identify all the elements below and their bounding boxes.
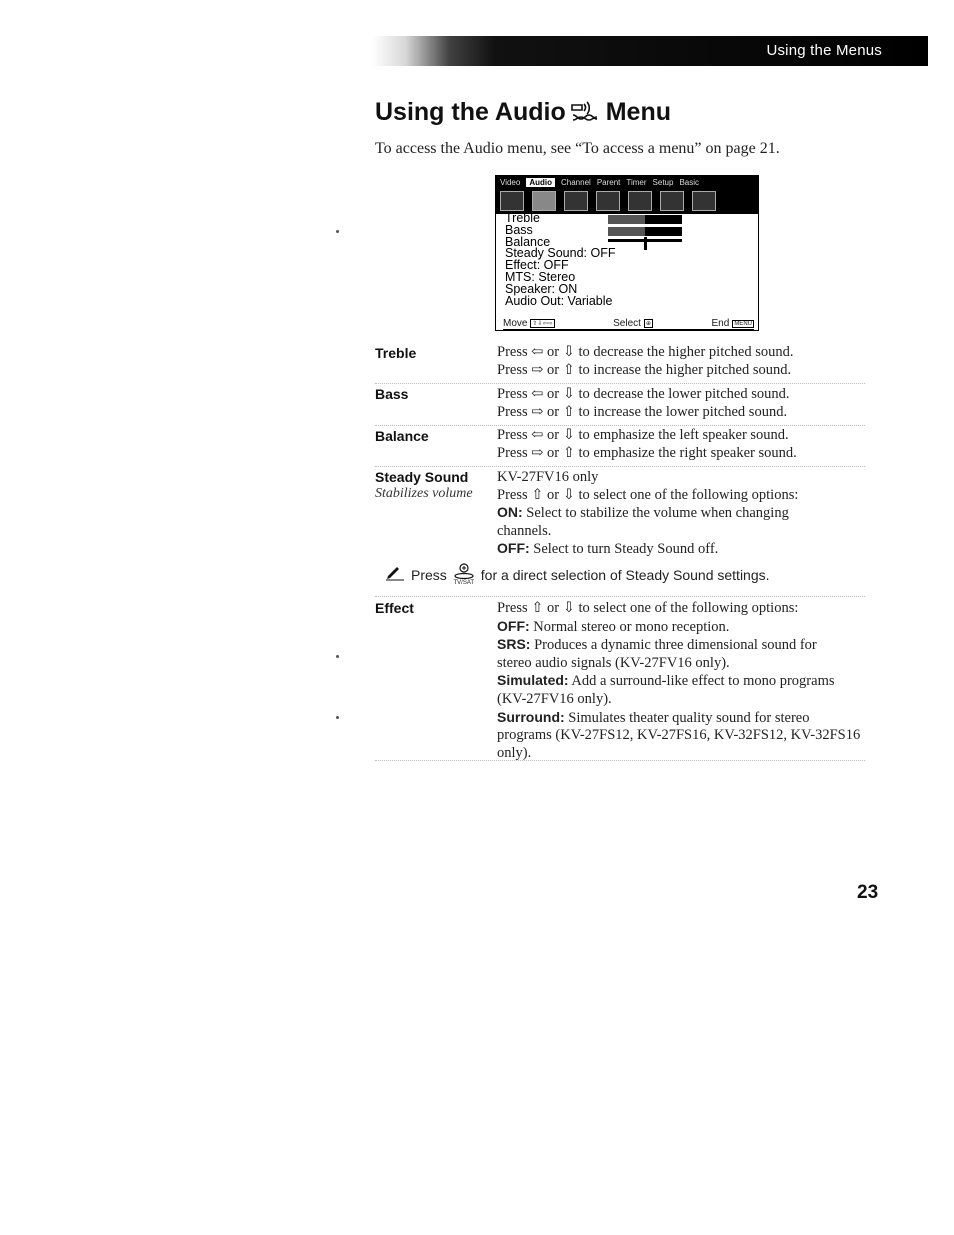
desc-line bbox=[497, 709, 877, 728]
desc-line: (KV-27FV16 only). bbox=[497, 690, 612, 707]
option-text: Add a surround-like effect to mono programs bbox=[568, 673, 835, 690]
select-key-icon: ⊕ bbox=[645, 321, 651, 327]
osd-tab-audio: Audio bbox=[526, 178, 555, 187]
desc-line: Press ⇦ or ⇩ to emphasize the left speaker sound. bbox=[497, 427, 789, 443]
basic-icon bbox=[692, 191, 716, 211]
subterm-steady-sound: Stabilizes volume bbox=[375, 486, 473, 501]
desc-line: Press ⇨ or ⇧ to increase the higher pitched sound. bbox=[497, 361, 792, 378]
audio-icon bbox=[532, 191, 556, 211]
osd-item-audio-out: Audio Out: Variable bbox=[505, 293, 613, 308]
desc-effect bbox=[497, 600, 877, 762]
intro-text: To access the Audio menu, see “To access a menu” on page 21. bbox=[375, 140, 780, 157]
move-label: Move bbox=[503, 318, 528, 329]
osd-tab-timer: Timer bbox=[626, 177, 647, 187]
term-effect: Effect bbox=[375, 600, 414, 616]
treble-level-fill bbox=[608, 215, 645, 224]
option-label: OFF: bbox=[497, 540, 530, 557]
option-label: Simulated: bbox=[497, 672, 569, 689]
note bbox=[385, 563, 770, 587]
note-pencil-icon bbox=[385, 567, 405, 584]
desc-line: Press ⇧ or ⇩ to select one of the following options: bbox=[497, 486, 799, 503]
bass-level-fill bbox=[608, 227, 645, 236]
osd-footer bbox=[503, 317, 754, 330]
option-text: Select to stabilize the volume when changing bbox=[522, 505, 789, 522]
divider bbox=[375, 596, 865, 597]
option-text: Simulates theater quality sound for stereo bbox=[564, 709, 810, 726]
desc-line: KV-27FV16 only bbox=[497, 469, 599, 485]
timer-icon bbox=[628, 191, 652, 211]
divider bbox=[375, 383, 865, 384]
desc-line: Press ⇨ or ⇧ to increase the lower pitched sound. bbox=[497, 403, 788, 420]
desc-line: Press ⇦ or ⇩ to decrease the higher pitched sound. bbox=[497, 344, 794, 360]
video-icon bbox=[500, 191, 524, 211]
option-label: ON: bbox=[497, 504, 523, 521]
term-steady-sound: Steady Sound bbox=[375, 469, 469, 485]
osd-item-effect: Effect: OFF bbox=[505, 258, 569, 273]
note-before: Press bbox=[411, 567, 447, 583]
divider bbox=[375, 425, 865, 426]
scan-mark bbox=[336, 716, 339, 719]
desc-line bbox=[497, 504, 867, 523]
osd-tab-channel: Channel bbox=[561, 177, 591, 187]
menu-key: MENU bbox=[734, 321, 752, 327]
end-label: End bbox=[711, 318, 730, 329]
desc-line: Press ⇦ or ⇩ to decrease the lower pitched sound. bbox=[497, 386, 790, 402]
page-number: 23 bbox=[857, 882, 879, 903]
osd-item-balance: Balance bbox=[505, 234, 551, 249]
osd-tab-video: Video bbox=[500, 177, 521, 187]
osd-tab-parent: Parent bbox=[596, 177, 621, 187]
desc-line bbox=[497, 636, 877, 655]
balance-marker bbox=[644, 237, 647, 250]
osd-footer-move bbox=[503, 318, 555, 329]
desc-steady-sound bbox=[497, 469, 867, 559]
desc-line bbox=[497, 540, 867, 559]
desc-bass bbox=[497, 386, 867, 421]
divider bbox=[375, 466, 865, 467]
osd-item-steady-sound: Steady Sound: OFF bbox=[505, 246, 616, 261]
scan-mark bbox=[336, 230, 339, 233]
note-after: for a direct selection of Steady Sound settings. bbox=[480, 567, 770, 583]
section-title: Using the Menus bbox=[766, 42, 882, 59]
channel-icon bbox=[564, 191, 588, 211]
page-title bbox=[375, 98, 671, 130]
setup-icon bbox=[660, 191, 684, 211]
option-text: Produces a dynamic three dimensional sound for bbox=[530, 637, 817, 654]
bass-level-bar bbox=[608, 227, 682, 236]
arrow-keys-icon: ⇧⇩⇦⇨ bbox=[532, 321, 553, 327]
balance-level-bar bbox=[608, 239, 682, 242]
desc-line: channels. bbox=[497, 522, 552, 539]
osd-audio-menu bbox=[495, 175, 759, 331]
osd-item-treble: Treble bbox=[505, 211, 540, 225]
osd-item-speaker: Speaker: ON bbox=[505, 281, 578, 296]
option-label: Surround: bbox=[497, 708, 565, 725]
audio-menu-icon bbox=[570, 101, 600, 130]
osd-tab-setup: Setup bbox=[652, 177, 674, 187]
parent-icon bbox=[596, 191, 620, 211]
desc-line: only). bbox=[497, 744, 532, 761]
select-label: Select bbox=[613, 318, 641, 329]
osd-tab-basic: Basic bbox=[679, 177, 700, 187]
option-text: Normal stereo or mono reception. bbox=[529, 618, 730, 635]
scan-mark bbox=[336, 655, 339, 658]
treble-level-bar bbox=[608, 215, 682, 224]
desc-line: Press ⇧ or ⇩ to select one of the following options: bbox=[497, 600, 799, 616]
option-label: OFF: bbox=[497, 617, 530, 634]
desc-line: Press ⇨ or ⇧ to emphasize the right speaker sound. bbox=[497, 444, 797, 461]
osd-footer-select bbox=[613, 318, 653, 329]
tv-sat-button-icon bbox=[453, 563, 475, 587]
option-text: Select to turn Steady Sound off. bbox=[529, 541, 719, 558]
tv-sat-key-label: TV/SAT bbox=[453, 580, 475, 586]
osd-item-list bbox=[505, 213, 615, 307]
term-treble: Treble bbox=[375, 345, 417, 361]
desc-line: programs (KV-27FS12, KV-27FS16, KV-32FS12, KV-32FS16 bbox=[497, 727, 861, 744]
desc-line bbox=[497, 672, 877, 691]
term-bass: Bass bbox=[375, 386, 409, 402]
desc-balance bbox=[497, 427, 867, 462]
option-label: SRS: bbox=[497, 636, 531, 653]
osd-footer-end bbox=[712, 318, 754, 329]
desc-treble bbox=[497, 344, 867, 379]
desc-line bbox=[497, 618, 877, 637]
osd-item-mts: MTS: Stereo bbox=[505, 269, 576, 284]
title-prefix: Using the Audio bbox=[375, 98, 566, 126]
osd-tab-bar bbox=[496, 176, 758, 188]
desc-line: stereo audio signals (KV-27FV16 only). bbox=[497, 654, 730, 671]
title-suffix: Menu bbox=[605, 98, 672, 126]
term-balance: Balance bbox=[375, 428, 429, 444]
header-bar bbox=[372, 36, 928, 66]
divider bbox=[375, 760, 865, 761]
osd-item-bass: Bass bbox=[505, 222, 533, 237]
